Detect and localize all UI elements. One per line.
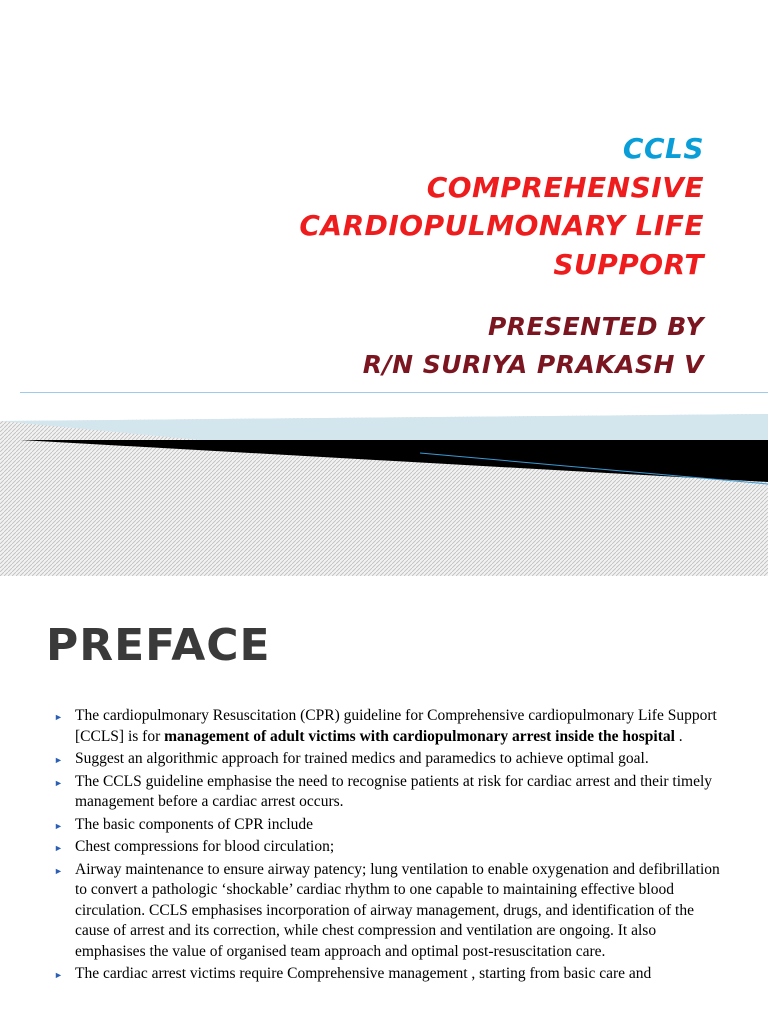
preface-title: PREFACE [46, 620, 271, 671]
title-line-ccls: CCLS [622, 132, 704, 165]
subtitle-line-presented-by: PRESENTED BY [487, 312, 704, 341]
list-item [48, 964, 728, 985]
bullet-text-end: . [674, 727, 683, 745]
triangle-bullet-icon: ► [54, 777, 63, 788]
list-item [48, 860, 728, 963]
title-line-cardiopulmonary: CARDIOPULMONARY LIFE [299, 209, 704, 242]
triangle-bullet-icon: ► [54, 970, 63, 980]
list-item [48, 706, 728, 747]
triangle-bullet-icon: ► [54, 843, 63, 853]
bullet-text: The cardiac arrest victims require Comprehensive management , starting from basic care and [75, 965, 652, 982]
triangle-bullet-icon: ► [54, 755, 63, 765]
bullet-text: The CCLS guideline emphasise the need to recognise patients at risk for cardiac arrest and their timely management before a cardiac arrest occurs. [75, 772, 713, 810]
title-line-support: SUPPORT [553, 247, 704, 281]
slide-title [299, 130, 704, 284]
list-item [48, 772, 728, 813]
preface-bullet-list [48, 706, 728, 987]
triangle-bullet-icon: ► [54, 712, 63, 722]
list-item [48, 749, 728, 770]
bullet-text: Chest compressions for blood circulation; [75, 838, 335, 855]
bullet-bold-text: management of adult victims with cardiopulmonary arrest inside the hospital [164, 727, 675, 745]
list-item [48, 815, 728, 836]
bullet-text: The basic components of CPR include [75, 815, 314, 833]
bullet-text: The cardiopulmonary Resuscitation (CPR) guideline for Comprehensive cardiopulmonary Life Support [CCLS] is for [75, 707, 717, 745]
triangle-bullet-icon: ► [54, 865, 63, 876]
bullet-text: Suggest an algorithmic approach for trained medics and paramedics to achieve optimal goal. [75, 750, 649, 767]
decorative-stripe-band [0, 392, 768, 576]
bullet-text: Airway maintenance to ensure airway patency; lung ventilation to enable oxygenation and defibrillation to convert a pathologic ‘shockable’ cardiac rhythm to one capable to maintaining effective blood circulation. CCLS emphasises incorporation of airway management, drugs, and identification of the cause of arrest and its correction, while chest compression and ventilation are ongoing. It also emphasises the value of organised team approach and optimal post-resuscitation care. [75, 860, 720, 960]
slide-subtitle [363, 308, 704, 384]
preface-slide [0, 576, 768, 1024]
triangle-bullet-icon: ► [54, 820, 63, 831]
title-line-comprehensive: COMPREHENSIVE [426, 170, 704, 204]
list-item [48, 837, 728, 858]
subtitle-line-presenter-name: R/N SURIYA PRAKASH V [362, 350, 704, 379]
